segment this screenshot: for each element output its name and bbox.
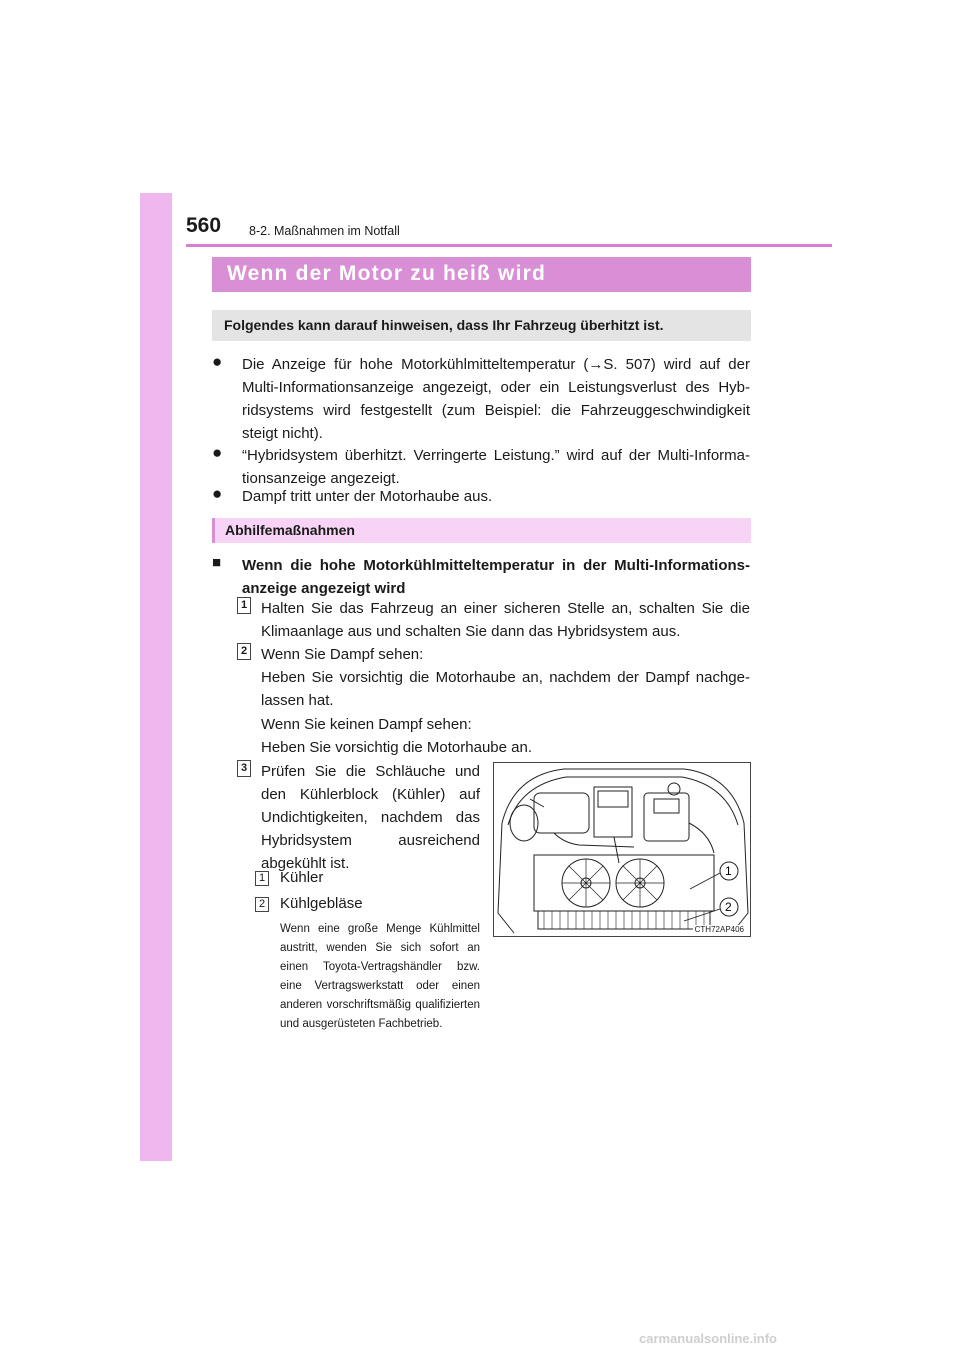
watermark: carmanualsonline.info	[639, 1331, 777, 1346]
callout-1: 1	[725, 864, 732, 878]
callout-2: 2	[725, 900, 732, 914]
header-rule	[186, 244, 832, 247]
step-text: Heben Sie vorsichtig die Motorhaube an.	[261, 739, 532, 756]
square-bullet-icon: ■	[212, 554, 222, 571]
bullet-item: Dampf tritt unter der Motorhaube aus.	[242, 488, 493, 505]
intro-text: Folgendes kann darauf hinweisen, dass Ihr Fahrzeug überhitzt ist.	[224, 317, 664, 333]
subheading: Wenn die hohe Motorkühlmitteltemperatur in der Multi-Informationsanzeige angezeigt wird	[242, 557, 750, 597]
step-text: Wenn Sie Dampf sehen:	[261, 646, 424, 663]
step-text: Prüfen Sie die Schläuche und den Kühlerblock (Kühler) auf Undichtigkeiten, nachdem das Hybridsystem ausreichend abgekühlt ist.	[261, 763, 480, 872]
warning-note: Wenn eine große Menge Kühlmittel austritt, wenden Sie sich sofort an einen Toyota-Vertragshändler bzw. eine Vertragswerkstatt oder einen anderen vorschriftsmäßig qualifizierten und ausgerüsteten Fachbetrieb.	[280, 923, 480, 1030]
step-text: Wenn Sie keinen Dampf sehen:	[261, 716, 472, 733]
section-title: Abhilfemaßnahmen	[225, 522, 355, 538]
step-number-badge: 2	[237, 643, 251, 660]
legend-number-badge: 2	[255, 897, 269, 912]
legend-label: Kühler	[280, 869, 324, 886]
bullet-icon: ●	[212, 484, 223, 503]
bullet-item: “Hybridsystem überhitzt. Verringerte Leistung.” wird auf der Multi-Informationsanzeige angezeigt.	[242, 447, 750, 487]
legend-number-badge: 1	[255, 871, 269, 886]
bullet-icon: ●	[212, 443, 223, 462]
step-text: Halten Sie das Fahrzeug an einer sicheren Stelle an, schalten Sie die Klimaanlage aus und schalten Sie dann das Hybridsystem aus.	[261, 600, 750, 640]
page-title: Wenn der Motor zu heiß wird	[227, 262, 547, 285]
legend-label: Kühlgebläse	[280, 895, 363, 912]
section-title-bar	[212, 257, 751, 292]
page-number: 560	[186, 214, 222, 237]
bullet-icon: ●	[212, 352, 223, 371]
step-text: Heben Sie vorsichtig die Motorhaube an, nachdem der Dampf nachgelassen hat.	[261, 669, 750, 709]
engine-illustration	[494, 763, 751, 937]
bullet-item: Die Anzeige für hohe Motorkühlmitteltemperatur (→S. 507) wird auf der Multi-Informationsanzeige angezeigt, oder ein Leistungsverlust des Hybridsystems wird festgestellt (zum Beispiel: die Fahrzeuggeschwindigkeit steigt nicht).	[242, 356, 750, 442]
remedy-section-header	[212, 518, 751, 543]
intro-box	[212, 310, 751, 341]
chapter-title: 8-2. Maßnahmen im Notfall	[249, 224, 400, 238]
chapter-sidebar-tab	[140, 193, 172, 1161]
engine-compartment-figure	[493, 762, 751, 937]
step-number-badge: 1	[237, 597, 251, 614]
step-number-badge: 3	[237, 760, 251, 777]
figure-code: CTH72AP406	[694, 925, 744, 934]
